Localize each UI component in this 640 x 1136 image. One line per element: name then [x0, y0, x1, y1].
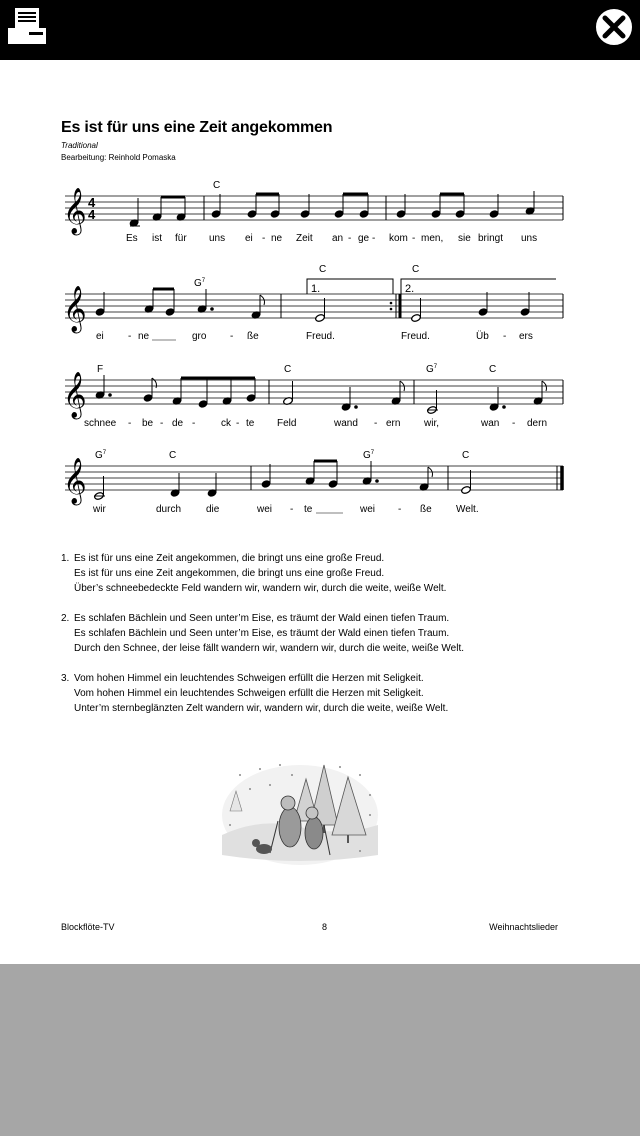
chord-symbol: $G^7$	[194, 278, 206, 289]
chord-symbol: C	[462, 450, 470, 461]
lyrics-line-1	[126, 233, 537, 244]
verse-number: 1.	[61, 553, 70, 564]
footer-publisher: Blockflöte-TV	[61, 922, 115, 932]
chord-symbol: C	[412, 264, 420, 275]
svg-text:-: -	[128, 418, 132, 429]
svg-text:durch: durch	[156, 504, 182, 515]
staff-system-2	[63, 264, 563, 342]
svg-text:ße: ße	[247, 331, 259, 342]
chord-symbol: C	[489, 364, 497, 375]
verses	[61, 551, 464, 731]
verse-1	[61, 551, 464, 596]
chord-symbol: $G^7$	[363, 450, 375, 461]
chord-symbol: $G^7$	[426, 364, 438, 375]
song-source: Traditional	[61, 141, 98, 150]
staff-system-1	[63, 180, 563, 244]
svg-text:-: -	[412, 233, 416, 244]
close-button[interactable]	[593, 6, 635, 48]
verse-number: 3.	[61, 673, 70, 684]
svg-text:gro: gro	[192, 331, 207, 342]
chord-symbol: C	[319, 264, 327, 275]
svg-text:für: für	[175, 233, 187, 244]
lyrics-line-3	[84, 418, 547, 429]
treble-clef: 𝄞	[63, 189, 87, 233]
svg-text:-: -	[374, 418, 378, 429]
svg-text:schnee: schnee	[84, 418, 117, 429]
svg-text:ne: ne	[138, 331, 150, 342]
svg-text:ist: ist	[152, 233, 162, 244]
svg-text:wei: wei	[360, 504, 376, 515]
verse-line: Es ist für uns eine Zeit angekommen, die bringt uns eine große Freud.	[74, 568, 385, 579]
volta-first-ending: 1.	[311, 283, 321, 295]
svg-text:dern: dern	[527, 418, 548, 429]
footer-page-number: 8	[322, 922, 328, 932]
music-score	[0, 60, 640, 540]
svg-text:-: -	[128, 331, 132, 342]
svg-text:kom: kom	[389, 233, 408, 244]
svg-text:-: -	[192, 418, 196, 429]
svg-text:-: -	[512, 418, 516, 429]
svg-text:Freud.: Freud.	[306, 331, 335, 342]
chord-symbol: F	[97, 364, 104, 375]
verse-line: Es schlafen Bächlein und Seen unter’m Eise, es träumt der Wald einen tiefen Traum.	[74, 613, 450, 624]
svg-text:sie: sie	[458, 233, 471, 244]
svg-text:men,: men,	[421, 233, 444, 244]
svg-text:bringt: bringt	[478, 233, 504, 244]
staff-system-4	[63, 450, 563, 515]
treble-clef: 𝄞	[63, 459, 87, 503]
svg-text:-: -	[503, 331, 507, 342]
print-button[interactable]	[8, 8, 46, 46]
winter-hikers-illustration	[220, 755, 380, 867]
verse-line: Über’s schneebedeckte Feld wandern wir, wandern wir, durch die weite, weiße Welt.	[74, 583, 447, 594]
svg-text:die: die	[206, 504, 220, 515]
svg-text:ern: ern	[386, 418, 401, 429]
svg-text:-: -	[348, 233, 352, 244]
chord-symbol: C	[213, 180, 221, 191]
verse-line: Es ist für uns eine Zeit angekommen, die bringt uns eine große Freud.	[74, 553, 385, 564]
svg-text:an: an	[332, 233, 344, 244]
verse-3	[61, 671, 464, 716]
svg-text:de: de	[172, 418, 184, 429]
staff-system-3	[63, 364, 563, 429]
svg-text:wand: wand	[334, 418, 358, 429]
svg-text:-: -	[236, 418, 240, 429]
verse-line: Vom hohen Himmel ein leuchtendes Schweigen erfüllt die Herzen mit Seligkeit.	[74, 673, 424, 684]
volta-second-ending: 2.	[405, 283, 415, 295]
treble-clef: 𝄞	[63, 287, 87, 331]
svg-text:wir: wir	[93, 504, 106, 515]
sheet-music-page	[0, 60, 640, 964]
svg-text:te: te	[304, 504, 313, 515]
svg-text:-: -	[160, 418, 164, 429]
svg-text:-: -	[230, 331, 234, 342]
svg-text:ge: ge	[358, 233, 370, 244]
verse-number: 2.	[61, 613, 70, 624]
svg-text:be: be	[142, 418, 154, 429]
svg-text:-: -	[290, 504, 294, 515]
svg-text:ei: ei	[245, 233, 253, 244]
svg-text:ei: ei	[96, 331, 104, 342]
svg-text:uns: uns	[209, 233, 226, 244]
svg-text:wan: wan	[481, 418, 500, 429]
top-toolbar	[0, 0, 640, 60]
svg-text:wir,: wir,	[424, 418, 439, 429]
svg-text:Feld: Feld	[277, 418, 297, 429]
svg-text:Üb: Üb	[476, 331, 489, 342]
song-arrangement: Bearbeitung: Reinhold Pomaska	[61, 153, 176, 162]
svg-text:uns: uns	[521, 233, 538, 244]
svg-text:Zeit: Zeit	[296, 233, 313, 244]
close-icon	[593, 6, 635, 48]
chord-symbol: C	[169, 450, 177, 461]
note-group	[94, 461, 472, 500]
svg-text:Es: Es	[126, 233, 138, 244]
verse-line: Unter’m sternbeglänzten Zelt wandern wir, wandern wir, durch die weite, weiße Welt.	[74, 703, 449, 714]
chord-symbol: C	[284, 364, 292, 375]
song-title: Es ist für uns eine Zeit angekommen	[61, 119, 333, 136]
svg-text:wei: wei	[257, 504, 273, 515]
verse-line: Es schlafen Bächlein und Seen unter’m Eise, es träumt der Wald einen tiefen Traum.	[74, 628, 450, 639]
note-group	[95, 375, 546, 414]
footer-section: Weihnachtslieder	[489, 922, 558, 932]
verse-line: Durch den Schnee, der leise fällt wandern wir, wandern wir, durch die weite, weiße Welt.	[74, 643, 465, 654]
verse-line: Vom hohen Himmel ein leuchtendes Schweigen erfüllt die Herzen mit Seligkeit.	[74, 688, 424, 699]
svg-text:-: -	[372, 233, 376, 244]
svg-text:-: -	[262, 233, 266, 244]
chord-symbol: $G^7$	[95, 450, 107, 461]
svg-text:Welt.: Welt.	[456, 504, 479, 515]
svg-text:-: -	[398, 504, 402, 515]
lyrics-line-4	[92, 504, 479, 515]
svg-text:ße: ße	[420, 504, 432, 515]
svg-text:ne: ne	[271, 233, 283, 244]
time-signature-bottom: 4	[88, 207, 96, 222]
note-group	[129, 191, 535, 227]
time-signature-top: 4	[88, 195, 96, 210]
verse-2	[61, 611, 464, 656]
treble-clef: 𝄞	[63, 373, 87, 417]
svg-text:Freud.: Freud.	[401, 331, 430, 342]
printer-icon	[8, 8, 46, 46]
svg-text:ck: ck	[221, 418, 231, 429]
svg-text:te: te	[246, 418, 255, 429]
svg-text:ers: ers	[519, 331, 533, 342]
